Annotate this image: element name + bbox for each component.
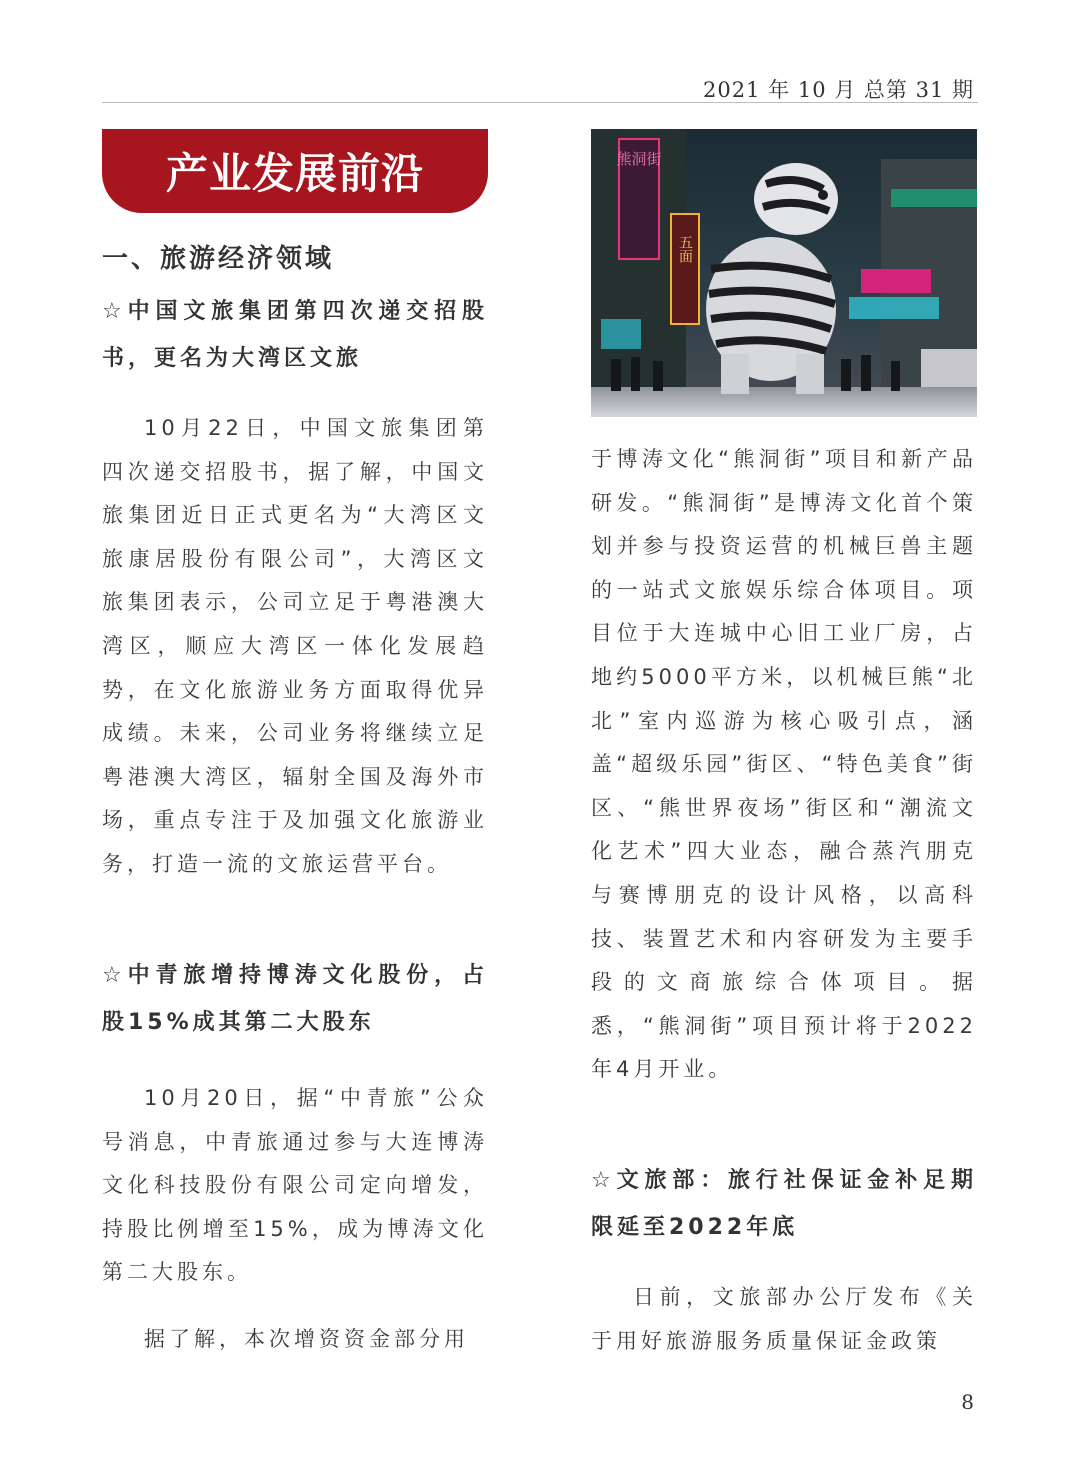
article-2-body [102, 1077, 488, 1295]
section-banner [102, 129, 488, 213]
article-2-continuation [591, 438, 977, 1092]
page-number: 8 [961, 1390, 974, 1414]
article-2-body-2 [102, 1318, 488, 1362]
article-paragraph: 10月20日，据“中青旅”公众号消息，中青旅通过参与大连博涛文化科技股份有限公司定向增发，持股比例增至15%，成为博涛文化第二大股东。 [102, 1086, 488, 1285]
article-2-title [102, 952, 488, 1046]
section-heading: 一、旅游经济领域 [102, 244, 335, 274]
mechanical-tiger-street-photo [591, 129, 977, 417]
article-paragraph: 于博涛文化“熊洞街”项目和新产品研发。“熊洞街”是博涛文化首个策划并参与投资运营的机械巨兽主题的一站式文旅娱乐综合体项目。项目位于大连城中心旧工业厂房，占地约5000平方米，以机械巨熊“北北”室内巡游为核心吸引点，涵盖“超级乐园”街区、“特色美食”街区、“熊世界夜场”街区和“潮流文化艺术”四大业态，融合蒸汽朋克与赛博朋克的设计风格，以高科技、装置艺术和内容研发为主要手段的文商旅综合体项目。据悉，“熊洞街”项目预计将于2022年4月开业。 [591, 447, 977, 1082]
neon-sign-char: 熊洞街 [616, 150, 662, 168]
star-icon: ☆ [102, 963, 128, 988]
issue-label: 2021 年 10 月 总第 31 期 [703, 78, 974, 102]
article-paragraph: 10月22日，中国文旅集团第四次递交招股书，据了解，中国文旅集团近日正式更名为“大湾区文旅康居股份有限公司”，大湾区文旅集团表示，公司立足于粤港澳大湾区，顺应大湾区一体化发展趋势，在文化旅游业务方面取得优异成绩。未来，公司业务将继续立足粤港澳大湾区，辐射全国及海外市场，重点专注于及加强文化旅游业务，打造一流的文旅运营平台。 [102, 416, 488, 876]
article-3-body [591, 1276, 977, 1363]
header-divider [102, 102, 978, 103]
neon-sign-char: 五面 [677, 235, 693, 263]
article-paragraph: 据了解，本次增资资金部分用 [144, 1327, 469, 1351]
article-title-text: 文旅部：旅行社保证金补足期限延至2022年底 [591, 1168, 977, 1240]
article-3-title [591, 1157, 977, 1251]
banner-title: 产业发展前沿 [165, 149, 424, 198]
article-1-title [102, 288, 488, 382]
article-paragraph: 日前，文旅部办公厅发布《关于用好旅游服务质量保证金政策 [591, 1285, 977, 1353]
star-icon: ☆ [102, 299, 128, 324]
article-title-text: 中青旅增持博涛文化股份，占股15%成其第二大股东 [102, 963, 488, 1035]
article-title-text: 中国文旅集团第四次递交招股书，更名为大湾区文旅 [102, 299, 488, 371]
article-1-body [102, 407, 488, 887]
star-icon: ☆ [591, 1168, 617, 1193]
